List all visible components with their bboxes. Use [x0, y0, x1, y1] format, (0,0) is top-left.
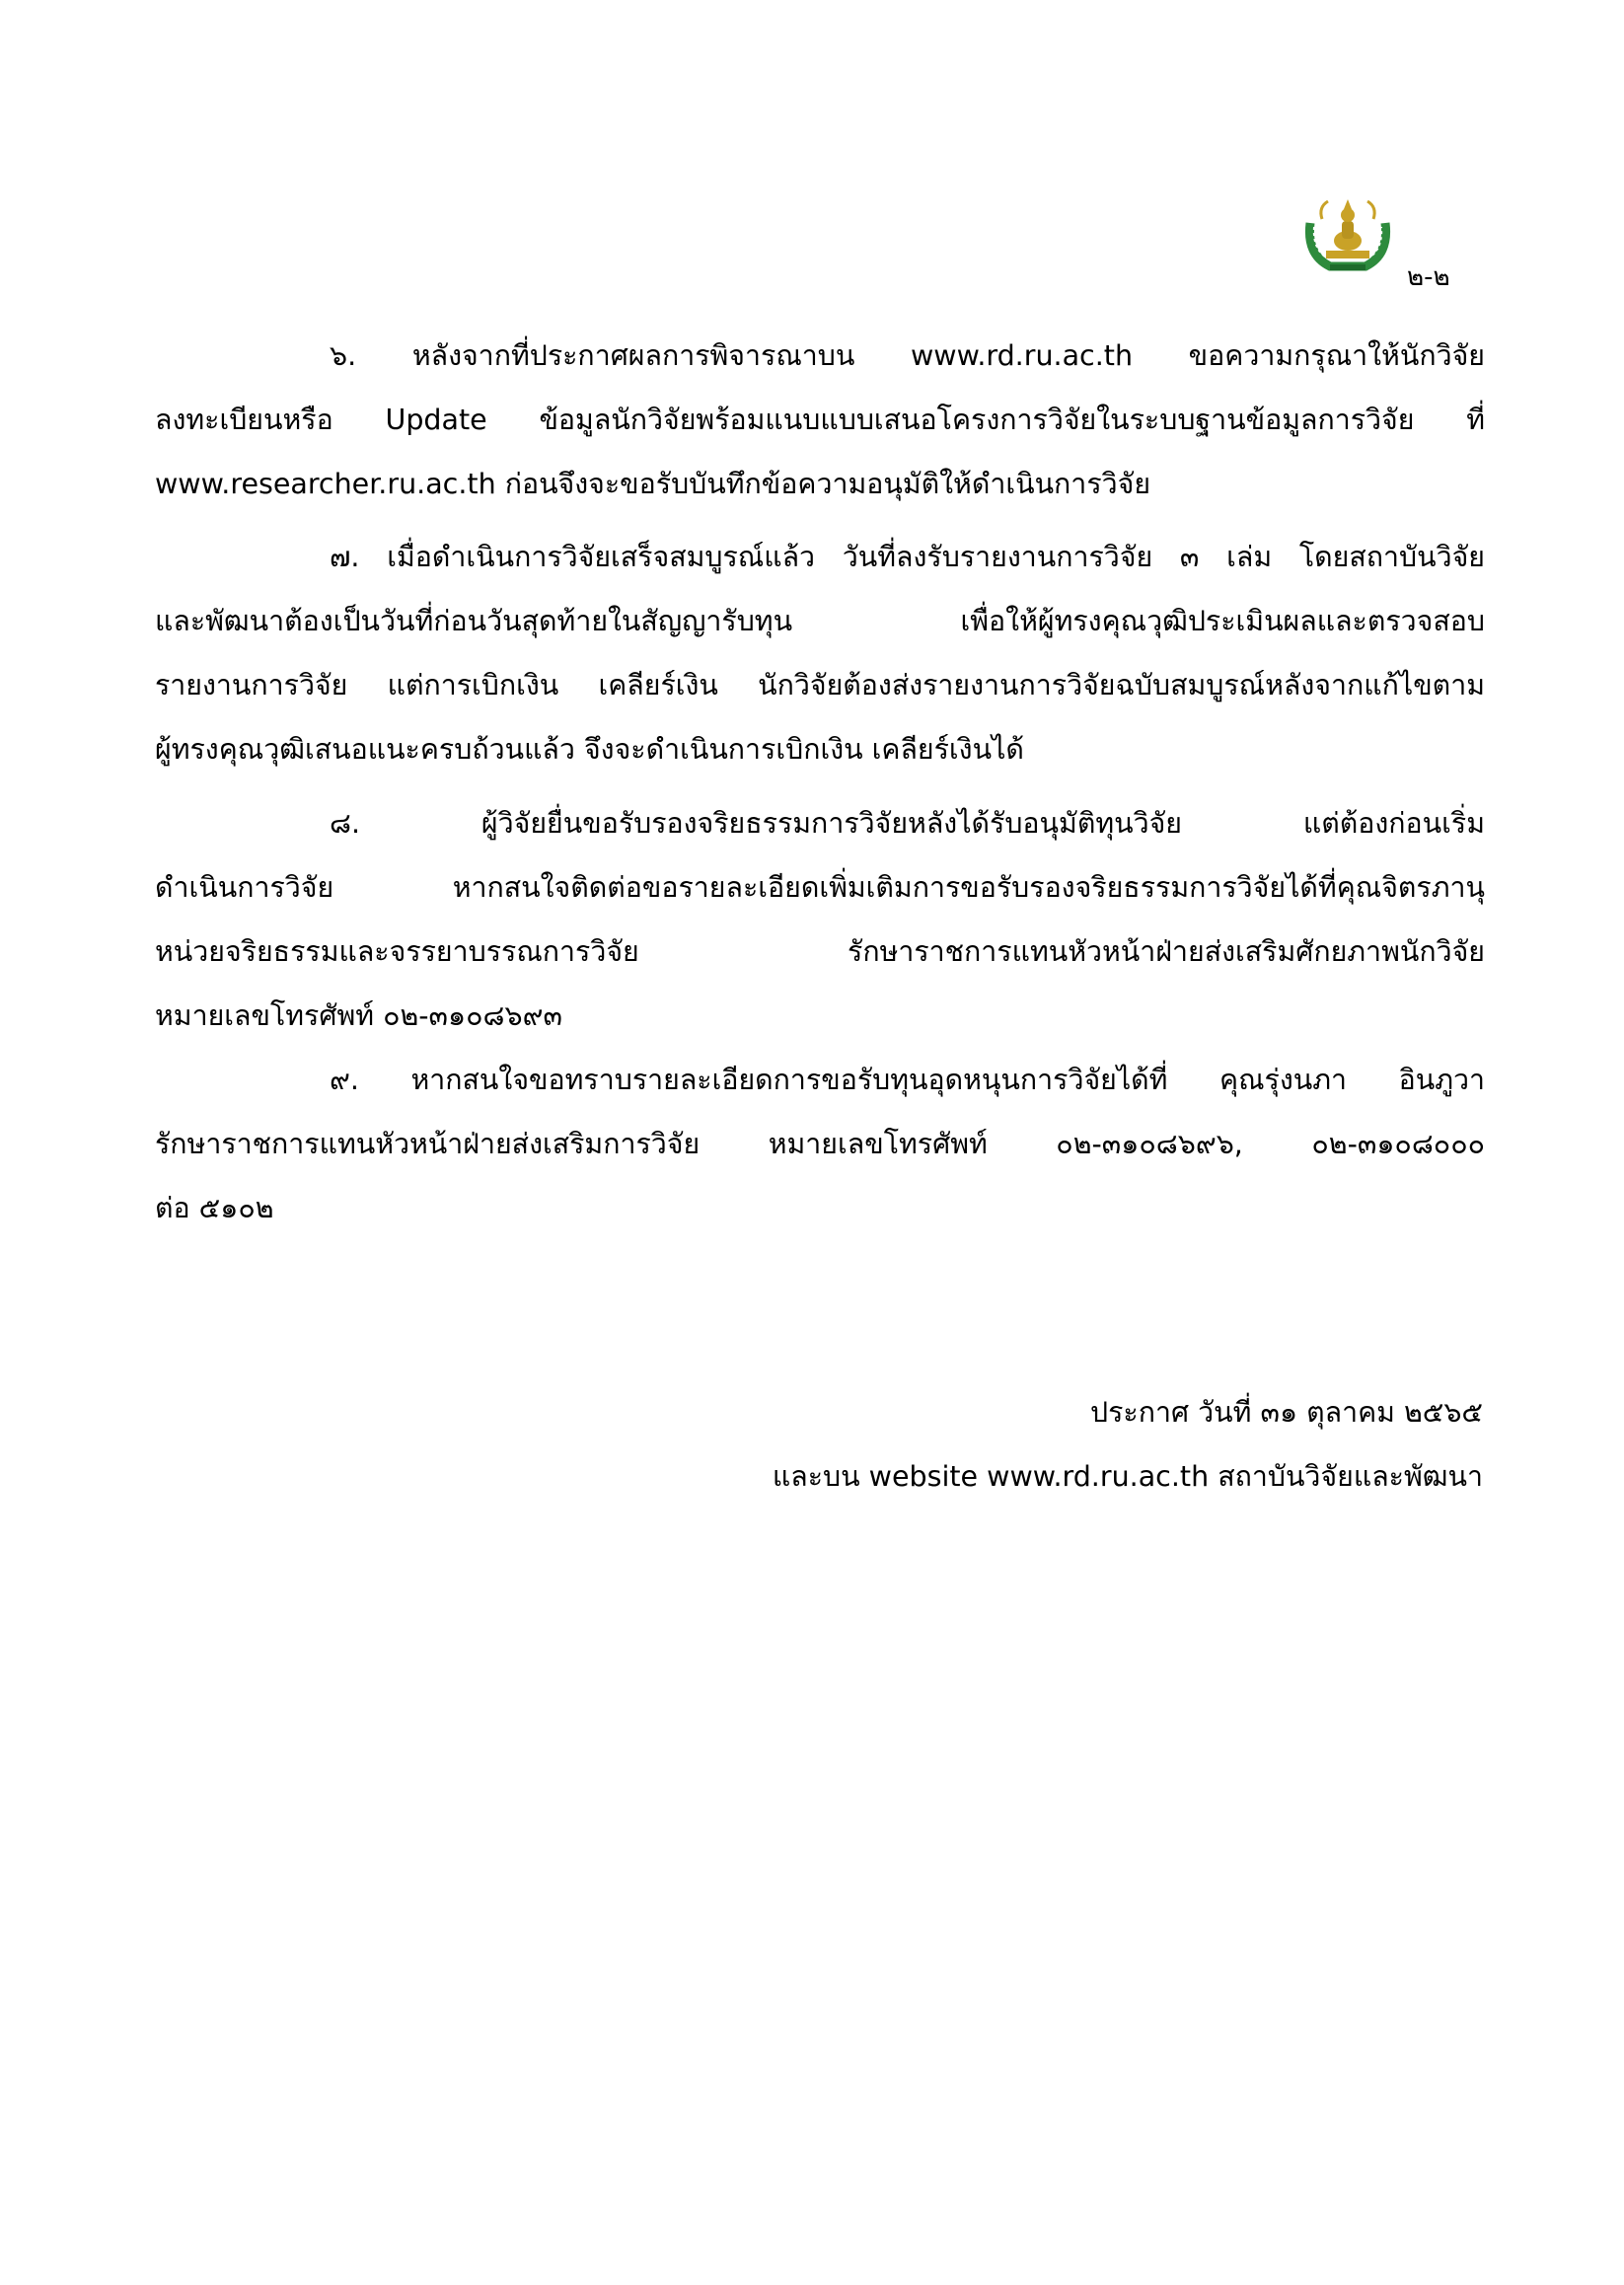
paragraph-6-line-2: ลงทะเบียนหรือ Update ข้อมูลนักวิจัยพร้อมแนบแบบเสนอโครงการวิจัยในระบบฐานข้อมูลการวิจัย ที่	[155, 404, 1485, 436]
paragraph-7-line-2: และพัฒนาต้องเป็นวันที่ก่อนวันสุดท้ายในสัญญารับทุน เพื่อให้ผู้ทรงคุณวุฒิประเมินผลและตรวจสอบ	[155, 605, 1485, 637]
paragraph-7-line-4: ผู้ทรงคุณวุฒิเสนอแนะครบถ้วนแล้ว จึงจะดำเนินการเบิกเงิน เคลียร์เงินได้	[155, 733, 1024, 766]
paragraph-9-line-2: รักษาราชการแทนหัวหน้าฝ่ายส่งเสริมการวิจัย หมายเลขโทรศัพท์ ๐๒-๓๑๐๘๖๙๖, ๐๒-๓๑๐๘๐๐๐	[155, 1128, 1485, 1160]
paragraph-9-line-1: ๙. หากสนใจขอทราบรายละเอียดการขอรับทุนอุดหนุนการวิจัยได้ที่ คุณรุ่งนภา อินภูวา	[330, 1064, 1485, 1096]
paragraph-8-line-3: หน่วยจริยธรรมและจรรยาบรรณการวิจัย รักษาราชการแทนหัวหน้าฝ่ายส่งเสริมศักยภาพนักวิจัย	[155, 935, 1485, 968]
university-emblem-icon	[1300, 193, 1395, 276]
website-line: และบน website www.rd.ru.ac.th สถาบันวิจัยและพัฒนา	[772, 1460, 1483, 1493]
announcement-date: ประกาศ วันที่ ๓๑ ตุลาคม ๒๕๖๕	[1090, 1396, 1483, 1429]
paragraph-8-line-2: ดำเนินการวิจัย หากสนใจติดต่อขอรายละเอียดเพิ่มเติมการขอรับรองจริยธรรมการวิจัยได้ที่คุณจิตรภานุ	[155, 871, 1485, 904]
paragraph-7-line-1: ๗. เมื่อดำเนินการวิจัยเสร็จสมบูรณ์แล้ว วันที่ลงรับรายงานการวิจัย ๓ เล่ม โดยสถาบันวิจัย	[330, 541, 1485, 573]
paragraph-6-line-3: www.researcher.ru.ac.th ก่อนจึงจะขอรับบันทึกข้อความอนุมัติให้ดำเนินการวิจัย	[155, 468, 1151, 500]
page-number: ๒-๒	[1407, 262, 1450, 292]
paragraph-8-line-1: ๘. ผู้วิจัยยื่นขอรับรองจริยธรรมการวิจัยหลังได้รับอนุมัติทุนวิจัย แต่ต้องก่อนเริ่ม	[330, 807, 1485, 840]
paragraph-8-line-4: หมายเลขโทรศัพท์ ๐๒-๓๑๐๘๖๙๓	[155, 999, 562, 1032]
paragraph-6-line-1: ๖. หลังจากที่ประกาศผลการพิจารณาบน www.rd.ru.ac.th ขอความกรุณาให้นักวิจัย	[330, 339, 1485, 372]
paragraph-7-line-3: รายงานการวิจัย แต่การเบิกเงิน เคลียร์เงิน นักวิจัยต้องส่งรายงานการวิจัยฉบับสมบูรณ์หลังจากแก้ไขตาม	[155, 669, 1485, 701]
paragraph-9-line-3: ต่อ ๕๑๐๒	[155, 1192, 274, 1224]
